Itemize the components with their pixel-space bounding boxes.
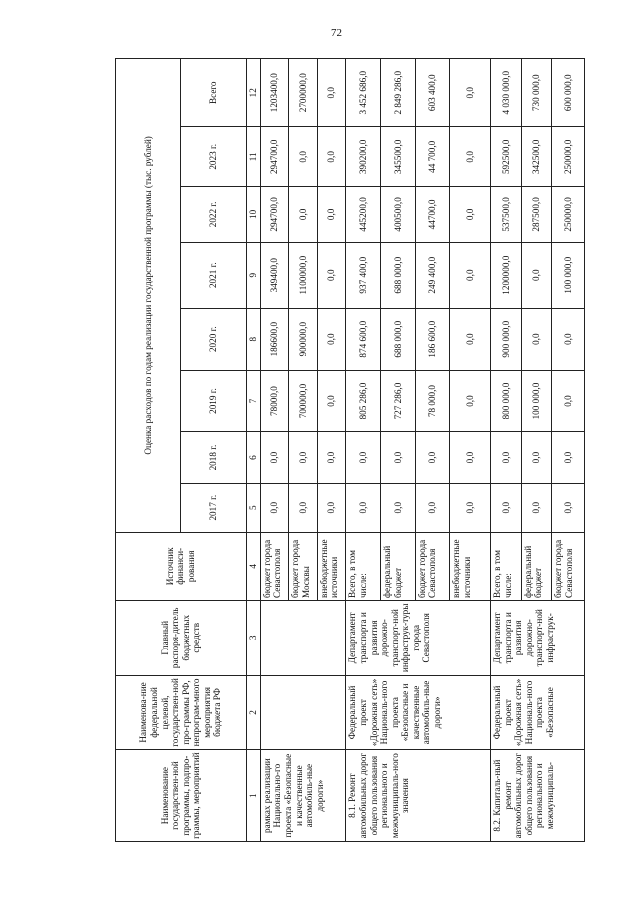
value-cell: 0,0 — [521, 483, 552, 532]
value-cell: 345500,0 — [381, 127, 416, 187]
value-cell: 349400,0 — [260, 242, 289, 308]
value-cell: 445200,0 — [346, 187, 381, 242]
value-cell: 186600,0 — [260, 308, 289, 370]
value-cell: 249 400,0 — [415, 242, 450, 308]
header-year: 2020 г. — [181, 308, 246, 370]
value-cell: 688 000,0 — [381, 308, 416, 370]
value-cell: 294700,0 — [260, 187, 289, 242]
value-cell: 0,0 — [521, 242, 552, 308]
value-cell: 3 452 686,0 — [346, 59, 381, 127]
funding-source: федеральный бюджет — [521, 532, 552, 600]
value-cell: 0,0 — [289, 187, 318, 242]
value-cell: 0,0 — [450, 370, 491, 432]
column-number: 10 — [246, 187, 260, 242]
header-year: 2023 г. — [181, 127, 246, 187]
value-cell: 287500,0 — [521, 187, 552, 242]
value-cell: 78000,0 — [260, 370, 289, 432]
federal-program-cell: Федеральный проект «Дорожная сеть» Националь-ного проекта «Безопасные и качественные автомобиль-ные дороги» — [346, 675, 491, 750]
value-cell: 0,0 — [450, 308, 491, 370]
value-cell: 0,0 — [415, 432, 450, 483]
value-cell: 0,0 — [289, 432, 318, 483]
funding-source: бюджет города Севастополя — [415, 532, 450, 600]
header-row-1 — [116, 59, 181, 842]
rotated-table-inner — [115, 58, 585, 842]
header-total: Всего — [181, 59, 246, 127]
header-year: 2017 г. — [181, 483, 246, 532]
column-number: 12 — [246, 59, 260, 127]
column-number: 6 — [246, 432, 260, 483]
value-cell: 100 000,0 — [552, 242, 585, 308]
column-number: 1 — [246, 750, 260, 842]
value-cell: 0,0 — [260, 483, 289, 532]
value-cell: 400500,0 — [381, 187, 416, 242]
funding-source: внебюджетные источники — [317, 532, 346, 600]
value-cell: 0,0 — [317, 187, 346, 242]
value-cell: 0,0 — [381, 483, 416, 532]
empty-cell — [260, 600, 346, 675]
value-cell: 2700000,0 — [289, 59, 318, 127]
value-cell: 0,0 — [450, 127, 491, 187]
value-cell: 0,0 — [552, 483, 585, 532]
budget-manager-cell: Департамент транспорта и развития дорожно-транспорт-ной инфраструк- — [491, 600, 585, 675]
value-cell: 603 400,0 — [415, 59, 450, 127]
value-cell: 805 286,0 — [346, 370, 381, 432]
value-cell: 44 700,0 — [415, 127, 450, 187]
value-cell: 800 000,0 — [491, 370, 522, 432]
value-cell: 0,0 — [552, 370, 585, 432]
budget-manager-cell: Департамент транспорта и развития дорожно-транспорт-ной инфраструк-туры города Севастополя — [346, 600, 491, 675]
header-year: 2021 г. — [181, 242, 246, 308]
funding-source: бюджет города Севастополя — [552, 532, 585, 600]
value-cell: 0,0 — [521, 308, 552, 370]
value-cell: 294700,0 — [260, 127, 289, 187]
funding-source: бюджет города Москвы — [289, 532, 318, 600]
value-cell: 0,0 — [317, 370, 346, 432]
value-cell: 250000,0 — [552, 187, 585, 242]
header-year: 2018 г. — [181, 432, 246, 483]
value-cell: 1100000,0 — [289, 242, 318, 308]
value-cell: 700000,0 — [289, 370, 318, 432]
program-name-cell: рамках реализации Национально-го проекта «Безопасные и качественные автомобиль-ные дороги» — [260, 750, 346, 842]
value-cell: 0,0 — [450, 432, 491, 483]
value-cell: 0,0 — [317, 432, 346, 483]
value-cell: 0,0 — [415, 483, 450, 532]
header-col1: Наименование государствен-ной программы, подпро-граммы, мероприятий — [116, 750, 247, 842]
column-number: 11 — [246, 127, 260, 187]
value-cell: 100 000,0 — [521, 370, 552, 432]
value-cell: 0,0 — [552, 308, 585, 370]
table-row — [260, 59, 289, 842]
funding-source: бюджет города Севастополя — [260, 532, 289, 600]
budget-table — [115, 58, 585, 842]
event-name-cell: 8.1. Ремонт автомобильных дорог общего пользования регионального и межмуниципаль-ного значения — [346, 750, 491, 842]
header-col2: Наименова-ние федеральной целевой, государствен-ной про-граммы РФ, непрограм-много мероприятия бюджета РФ — [116, 675, 247, 750]
value-cell: 900000,0 — [289, 308, 318, 370]
page-number: 72 — [331, 27, 342, 39]
value-cell: 0,0 — [260, 432, 289, 483]
value-cell: 0,0 — [552, 432, 585, 483]
value-cell: 0,0 — [450, 59, 491, 127]
value-cell: 727 286,0 — [381, 370, 416, 432]
value-cell: 390200,0 — [346, 127, 381, 187]
value-cell: 2 849 286,0 — [381, 59, 416, 127]
value-cell: 250000,0 — [552, 127, 585, 187]
value-cell: 0,0 — [491, 432, 522, 483]
header-group: Оценка расходов по годам реализации государственной программы (тыс. рублей) — [116, 59, 181, 533]
value-cell: 0,0 — [450, 187, 491, 242]
value-cell: 0,0 — [289, 483, 318, 532]
funding-source: Всего, в том числе: — [491, 532, 522, 600]
value-cell: 1200000,0 — [491, 242, 522, 308]
table-row — [346, 59, 381, 842]
funding-source: Всего, в том числе: — [346, 532, 381, 600]
value-cell: 0,0 — [317, 242, 346, 308]
value-cell: 0,0 — [491, 483, 522, 532]
column-number: 7 — [246, 370, 260, 432]
value-cell: 900 000,0 — [491, 308, 522, 370]
column-number: 4 — [246, 532, 260, 600]
value-cell: 0,0 — [317, 483, 346, 532]
column-number-row — [246, 59, 260, 842]
value-cell: 4 030 000,0 — [491, 59, 522, 127]
value-cell: 0,0 — [346, 483, 381, 532]
header-col4: Источник финанси-рования — [116, 532, 247, 600]
column-number: 3 — [246, 600, 260, 675]
value-cell: 0,0 — [346, 432, 381, 483]
value-cell: 0,0 — [450, 483, 491, 532]
value-cell: 730 000,0 — [521, 59, 552, 127]
funding-source: внебюджетные источники — [450, 532, 491, 600]
column-number: 9 — [246, 242, 260, 308]
header-col3: Главный распоря-дитель бюджетных средств — [116, 600, 247, 675]
value-cell: 688 000,0 — [381, 242, 416, 308]
column-number: 8 — [246, 308, 260, 370]
value-cell: 592500,0 — [491, 127, 522, 187]
value-cell: 937 400,0 — [346, 242, 381, 308]
value-cell: 537500,0 — [491, 187, 522, 242]
value-cell: 186 600,0 — [415, 308, 450, 370]
value-cell: 0,0 — [317, 127, 346, 187]
value-cell: 342500,0 — [521, 127, 552, 187]
value-cell: 0,0 — [317, 308, 346, 370]
value-cell: 1203400,0 — [260, 59, 289, 127]
value-cell: 78 000,0 — [415, 370, 450, 432]
federal-program-cell: Федеральный проект «Дорожная сеть» Националь-ного проекта «Безопасные — [491, 675, 585, 750]
table-row — [491, 59, 522, 842]
funding-source: федеральный бюджет — [381, 532, 416, 600]
value-cell: 0,0 — [289, 127, 318, 187]
value-cell: 0,0 — [381, 432, 416, 483]
value-cell: 0,0 — [521, 432, 552, 483]
rotated-table-container — [115, 58, 585, 842]
column-number: 2 — [246, 675, 260, 750]
value-cell: 874 600,0 — [346, 308, 381, 370]
value-cell: 600 000,0 — [552, 59, 585, 127]
header-year: 2022 г. — [181, 187, 246, 242]
value-cell: 44700,0 — [415, 187, 450, 242]
header-year: 2019 г. — [181, 370, 246, 432]
value-cell: 0,0 — [450, 242, 491, 308]
value-cell: 0,0 — [317, 59, 346, 127]
event-name-cell: 8.2. Капиталь-ный ремонт автомобильных дорог общего пользования регионального и межмуниципаль- — [491, 750, 585, 842]
empty-cell — [260, 675, 346, 750]
column-number: 5 — [246, 483, 260, 532]
